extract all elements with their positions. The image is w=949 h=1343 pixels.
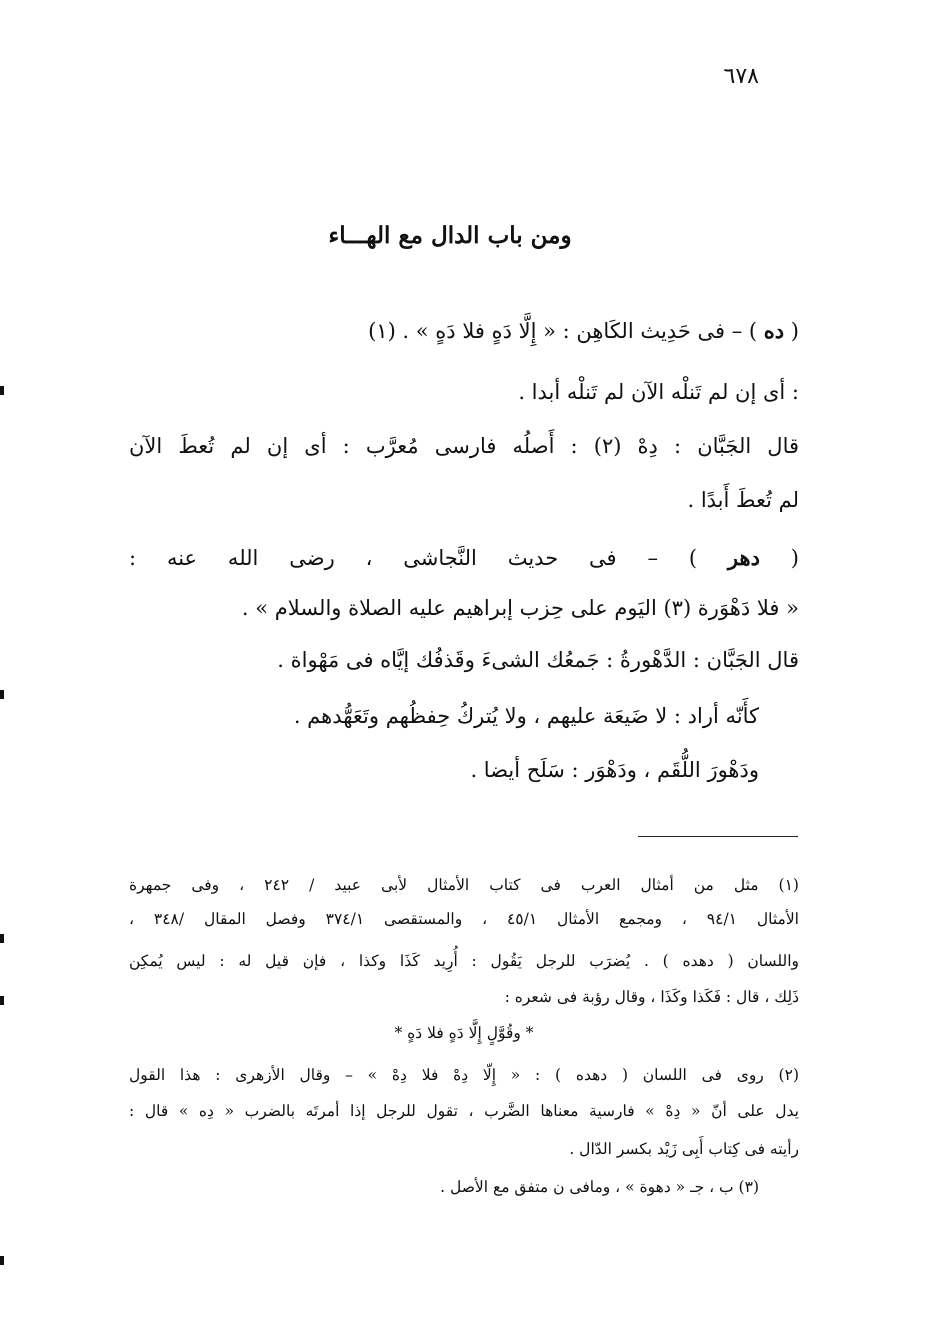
- page-number: ٦٧٨: [723, 64, 759, 89]
- section-title: ومن باب الدال مع الهـــاء: [328, 222, 572, 249]
- footnote-separator: [638, 836, 798, 837]
- entry-paren-open: (: [790, 546, 799, 570]
- entry-da-line-3: قال الجَبَّان : دِهْ (٢) : أَصلُه فارسى مُعرَّب : أى إن لم تُعطَ الآن: [129, 434, 800, 458]
- scan-edge-mark: [0, 690, 4, 699]
- scan-edge-mark: [0, 386, 4, 395]
- scan-edge-mark: [0, 996, 4, 1005]
- entry-dahr-line-3: قال الجَبَّان : الدَّهْورةُ : جَمعُك الشىءَ وقَذفُك إيَّاه فى مَهْواة .: [277, 648, 799, 672]
- scan-edge-mark: [0, 1256, 4, 1265]
- entry-keyword-da: ده: [763, 318, 785, 343]
- footnote-1-line-2: الأمثال ٩٤/١ ، ومجمع الأمثال ٤٥/١ ، والمستقصى ٣٧٤/١ وفصل المقال /٣٤٨ ،: [129, 910, 799, 928]
- entry-dahr-line-1: [129, 545, 799, 570]
- footnote-2-line-3: رأيته فى كِتاب أَبِى زَيْد بكسر الدّال .: [569, 1140, 799, 1158]
- footnote-1-line-3: واللسان ( دهده ) . يُضرَب للرجل يَقُول : أُرِيد كَذَا وكذا ، فإن قيل له : ليس يُمكِن: [129, 952, 799, 970]
- footnote-1-line-4: ذَلِك ، قال : فَكَذا وكَذَا ، وقال رؤبة فى شعره :: [504, 988, 799, 1006]
- footnote-2-line-2: يدل على أنّ « دِهْ » فارسية معناها الضَّرب ، تقول للرجل إذا أمرتَه بالضرب « دِه » قال :: [129, 1102, 799, 1120]
- entry-dahr-line-2: « فلا دَهْوَرة (٣) اليَوم على حِزب إبراهيم عليه الصلاة والسلام » .: [241, 596, 799, 620]
- footnote-1-verse: * وقُوَّلٍ إِلَّا دَهٍ فلا دَهٍ *: [394, 1024, 534, 1042]
- entry-dahr-line-4: كأَنّه أراد : لا ضَيعَة عليهم ، ولا يُتركُ حِفظُهم وتَعَهُّدهم .: [293, 704, 759, 728]
- scan-edge-mark: [0, 934, 4, 943]
- entry-da-line-4: لم تُعطَ أَبدًا .: [687, 488, 799, 512]
- footnote-3-line-1: (٣) ب ، جـ « دهوة » ، ومافى ن متفق مع الأصل .: [440, 1178, 759, 1196]
- entry-da-line-2: : أى إن لم تَنلْه الآن لم تَنلْه أبدا .: [518, 380, 799, 404]
- entry-keyword-dahr: دهر: [727, 545, 760, 570]
- footnote-2-line-1: (٢) روى فى اللسان ( دهده ) : « إِلّا دِهْ فلا دِهْ » – وقال الأزهرى : هذا القول: [129, 1066, 799, 1084]
- entry-da-text: ) – فى حَدِيث الكَاهِن : « إِلَّا دَهٍ فلا دَهٍ » . (١): [368, 319, 758, 343]
- entry-dahr-line-5: ودَهْورَ اللُّقَم ، ودَهْوَر : سَلَح أيضا .: [470, 758, 759, 782]
- entry-dahr-text: ) – فى حديث النَّجاشى ، رضى الله عنه :: [129, 546, 698, 570]
- entry-da-line-1: [129, 318, 799, 343]
- entry-paren-open: (: [790, 319, 799, 343]
- footnote-1-line-1: (١) مثل من أمثال العرب فى كتاب الأمثال لأبى عبيد / ٢٤٢ ، وفى جمهرة: [129, 876, 799, 894]
